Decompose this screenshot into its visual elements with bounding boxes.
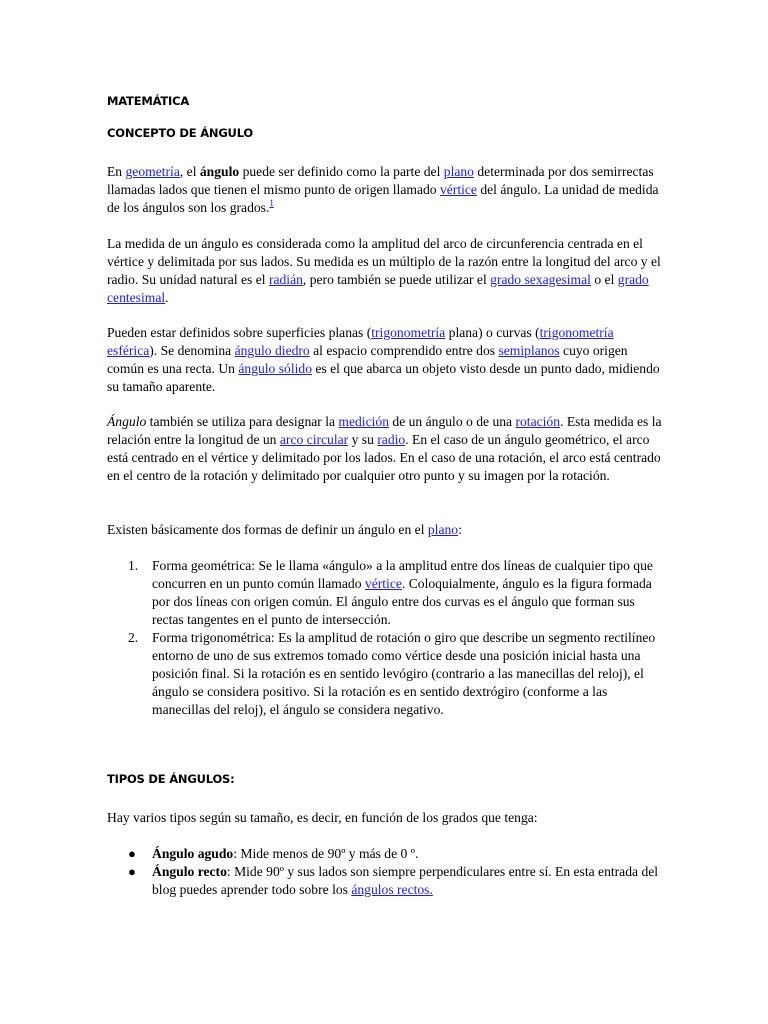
paragraph-medicion: [107, 413, 665, 485]
link-trigonometria[interactable]: trigonometría: [371, 325, 446, 340]
text: cuyo origen común es una recta. Un: [107, 343, 628, 376]
list-item: [107, 845, 665, 863]
link-angulos-rectos[interactable]: ángulos rectos.: [351, 882, 433, 897]
document-title: MATEMÁTICA: [107, 94, 190, 108]
text: La medida de un ángulo es considerada como la amplitud del arco de circunferencia centrada en el vértice y delimitada por sus lados. Su medida es un múltiplo de la razón entre la longitud del arco y el radio. Su unidad natural es el: [107, 236, 661, 287]
list-item: [107, 557, 665, 629]
paragraph-tipos-intro: Hay varios tipos según su tamaño, es decir, en función de los grados que tenga:: [107, 810, 538, 825]
paragraph-medida: [107, 235, 665, 307]
text: determinada por dos semirrectas llamadas lados que tienen el mismo punto de origen llamado: [107, 164, 654, 197]
list-number: 2.: [128, 630, 139, 645]
text: ). Se denomina: [149, 343, 235, 358]
link-grado-sexagesimal[interactable]: grado sexagesimal: [490, 272, 591, 287]
text: En: [107, 164, 126, 179]
text: del ángulo. La unidad de medida de los ángulos son los grados.: [107, 182, 659, 215]
text: , el: [179, 164, 200, 179]
link-angulo-solido[interactable]: ángulo sólido: [238, 361, 312, 376]
paragraph-formas: [107, 521, 665, 539]
text: . Esta medida es la relación entre la longitud de un: [107, 414, 662, 447]
text: , pero también se puede utilizar el: [302, 272, 491, 287]
bullet-icon: ●: [128, 846, 136, 861]
list-item: [107, 863, 665, 899]
text: puede ser definido como la parte del: [239, 164, 444, 179]
bold-term: Ángulo recto: [152, 864, 227, 879]
bold-term-angulo: ángulo: [199, 164, 240, 179]
link-semiplanos[interactable]: semiplanos: [498, 343, 560, 358]
text: Forma geométrica: Se le llama «ángulo» a la amplitud entre dos líneas de cualquier tipo que concurren en un punto común llamado: [152, 558, 653, 591]
link-rotacion[interactable]: rotación: [515, 414, 561, 429]
text: . En el caso de un ángulo geométrico, el arco está centrado en el vértice y delimitado por los lados. En el caso de una rotación, el arco está centrado en el centro de la rotación y delimitado por cualquier otro punto y su imagen por la rotación.: [107, 432, 661, 483]
section-heading-concepto: CONCEPTO DE ÁNGULO: [107, 126, 253, 140]
bold-term: Ángulo agudo: [152, 846, 234, 861]
list-item: [107, 629, 665, 719]
link-grado-centesimal[interactable]: grado centesimal: [107, 272, 649, 305]
link-radio[interactable]: radio: [377, 432, 406, 447]
link-trigonometria-esferica[interactable]: trigonometría esférica: [107, 325, 614, 358]
link-arco-circular[interactable]: arco circular: [279, 432, 349, 447]
text: . Coloquialmente, ángulo es la figura formada por dos líneas con origen común. El ángulo entre dos curvas es el ángulo que forman sus rectas tangentes en el punto de intersección.: [152, 576, 652, 627]
text: al espacio comprendido entre dos: [309, 343, 499, 358]
text: y su: [348, 432, 378, 447]
bullet-list: [107, 845, 665, 899]
paragraph-superficies: [107, 324, 665, 396]
section-heading-tipos: TIPOS DE ÁNGULOS:: [107, 772, 235, 786]
link-radian[interactable]: radián: [268, 272, 303, 287]
text: plana) o curvas (: [445, 325, 540, 340]
link-medicion[interactable]: medición: [338, 414, 389, 429]
link-vertice[interactable]: vértice: [439, 182, 477, 197]
link-plano-2[interactable]: plano: [427, 522, 459, 537]
text: también se utiliza para designar la: [146, 414, 339, 429]
link-vertice-2[interactable]: vértice: [364, 576, 402, 591]
text: o el: [590, 272, 618, 287]
text: :: [458, 522, 462, 537]
numbered-list: [107, 557, 665, 719]
text: de un ángulo o de una: [389, 414, 516, 429]
text: Existen básicamente dos formas de definir un ángulo en el: [107, 522, 428, 537]
paragraph-definicion: [107, 163, 665, 217]
link-angulo-diedro[interactable]: ángulo diedro: [234, 343, 310, 358]
italic-term-angulo: Ángulo: [107, 414, 147, 429]
bullet-icon: ●: [128, 864, 136, 879]
text: Forma trigonométrica: Es la amplitud de rotación o giro que describe un segmento rectilíneo entorno de uno de sus extremos tomado como vértice desde una posición inicial hasta una posición final. Si la rotación es en sentido levógiro (contrario a las manecillas del reloj), el ángulo se considera positivo. Si la rotación es en sentido dextrógiro (conforme a las manecillas del reloj), el ángulo se considera negativo.: [152, 630, 656, 717]
link-geometria[interactable]: geometría: [125, 164, 180, 179]
text: : Mide menos de 90º y más de 0 º.: [233, 846, 419, 861]
text: Pueden estar definidos sobre superficies planas (: [107, 325, 372, 340]
link-plano[interactable]: plano: [443, 164, 474, 179]
text: .: [165, 290, 169, 305]
text: : Mide 90º y sus lados son siempre perpendiculares entre sí. En esta entrada del blog puedes aprender todo sobre los: [152, 864, 659, 897]
footnote-link[interactable]: 1: [269, 198, 274, 208]
list-number: 1.: [128, 558, 139, 573]
text: es el que abarca un objeto visto desde un punto dado, midiendo su tamaño aparente.: [107, 361, 660, 394]
